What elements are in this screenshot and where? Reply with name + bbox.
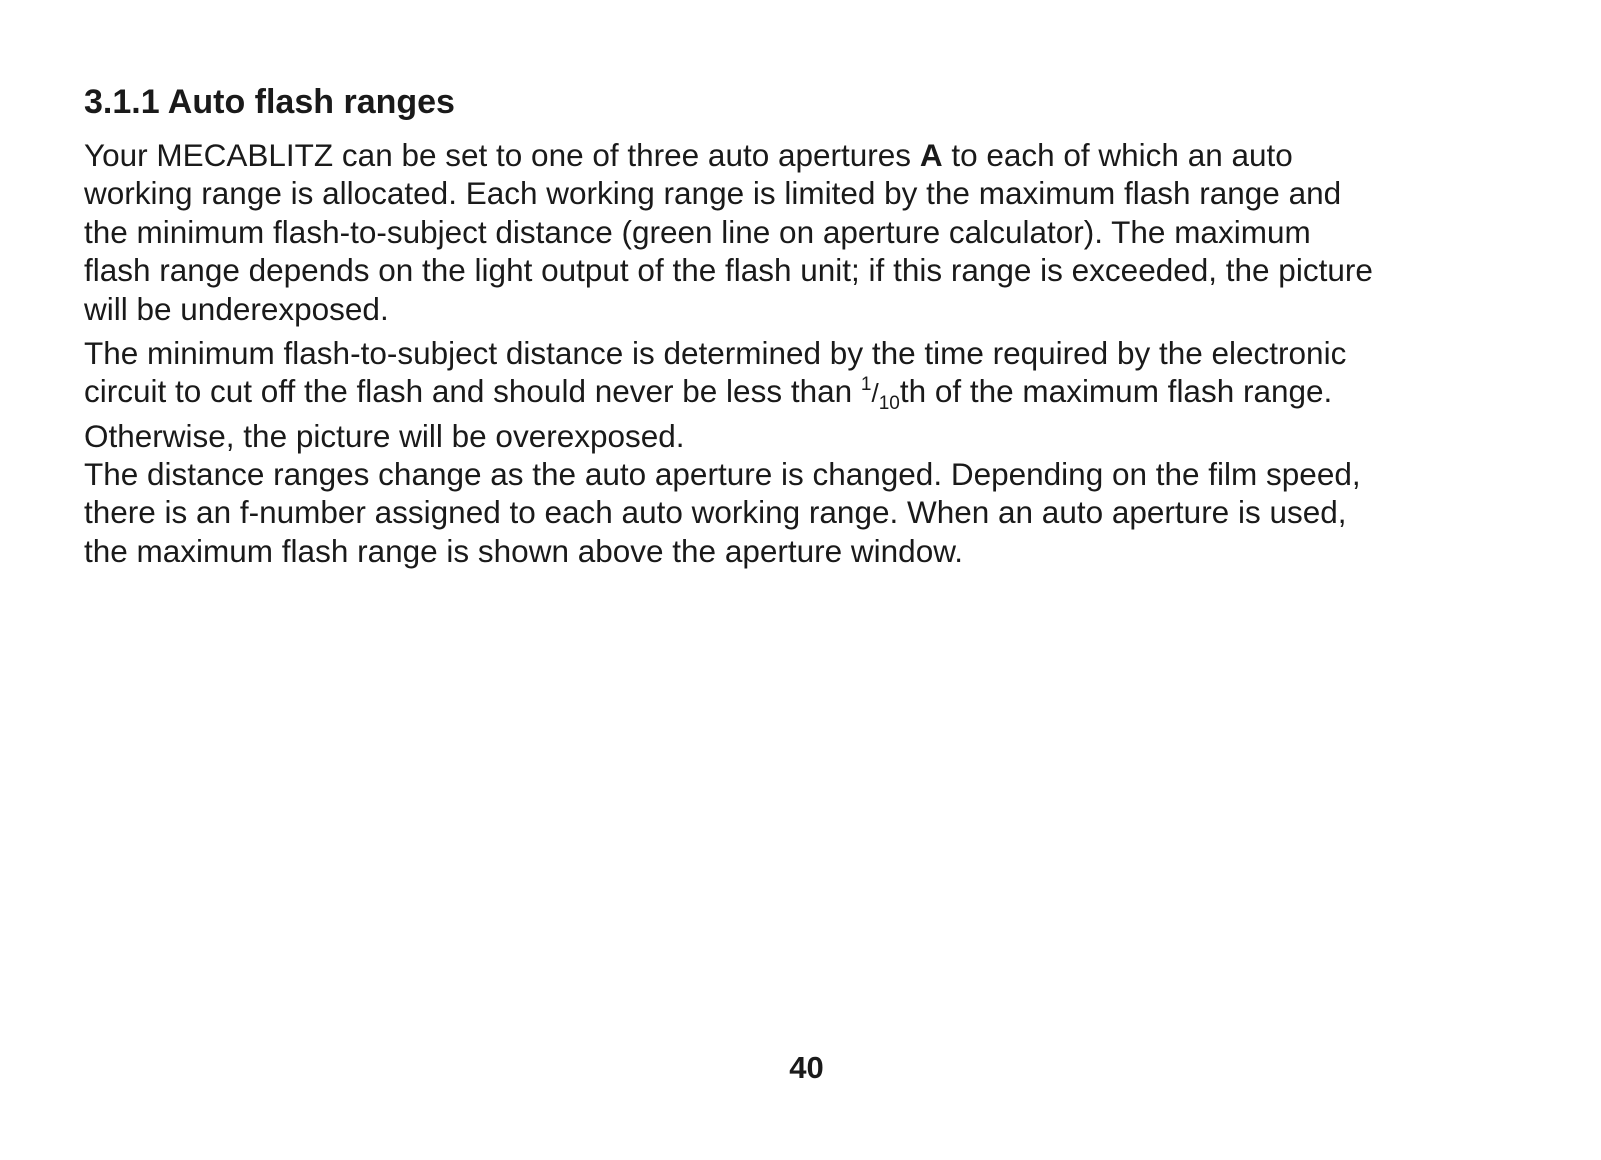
paragraph-line: flash range depends on the light output of the flash unit; if this range is exceeded, the picture [84,252,1373,289]
text-run: Your MECABLITZ can be set to one of three auto apertures [84,137,920,173]
paragraph-line: The minimum flash-to-subject distance is determined by the time required by the electronic [84,335,1347,371]
paragraph-line: will be underexposed. [84,290,389,327]
fraction-slash: / [871,378,879,409]
paragraph-line [84,136,1524,174]
page-number: 40 [789,1050,824,1085]
paragraph-line: The distance ranges change as the auto aperture is changed. Depending on the film speed, [84,456,1361,492]
paragraph-auto-apertures [84,136,1524,328]
auto-aperture-symbol: A [919,137,943,173]
fraction-denominator: 10 [878,393,900,415]
text-run: circuit to cut off the flash and should never be less than [84,373,861,410]
paragraph-line: the maximum flash range is shown above the aperture window. [84,532,963,569]
paragraph-distance-ranges [84,455,1524,570]
paragraph-line: the minimum flash-to-subject distance (green line on aperture calculator). The maximum [84,213,1311,250]
paragraph-line [84,372,1524,416]
paragraph-line: working range is allocated. Each working range is limited by the maximum flash range and [84,175,1342,212]
section-heading: 3.1.1 Auto flash ranges [84,83,455,121]
text-run: th of the maximum flash range. [899,373,1333,410]
text-run: to each of which an auto [942,137,1293,173]
paragraph-minimum-distance [84,334,1524,455]
paragraph-line: there is an f-number assigned to each auto working range. When an auto aperture is used, [84,494,1347,531]
fraction-numerator: 1 [860,374,872,396]
paragraph-line: Otherwise, the picture will be overexposed. [84,417,685,454]
fraction-one-tenth [860,374,900,415]
